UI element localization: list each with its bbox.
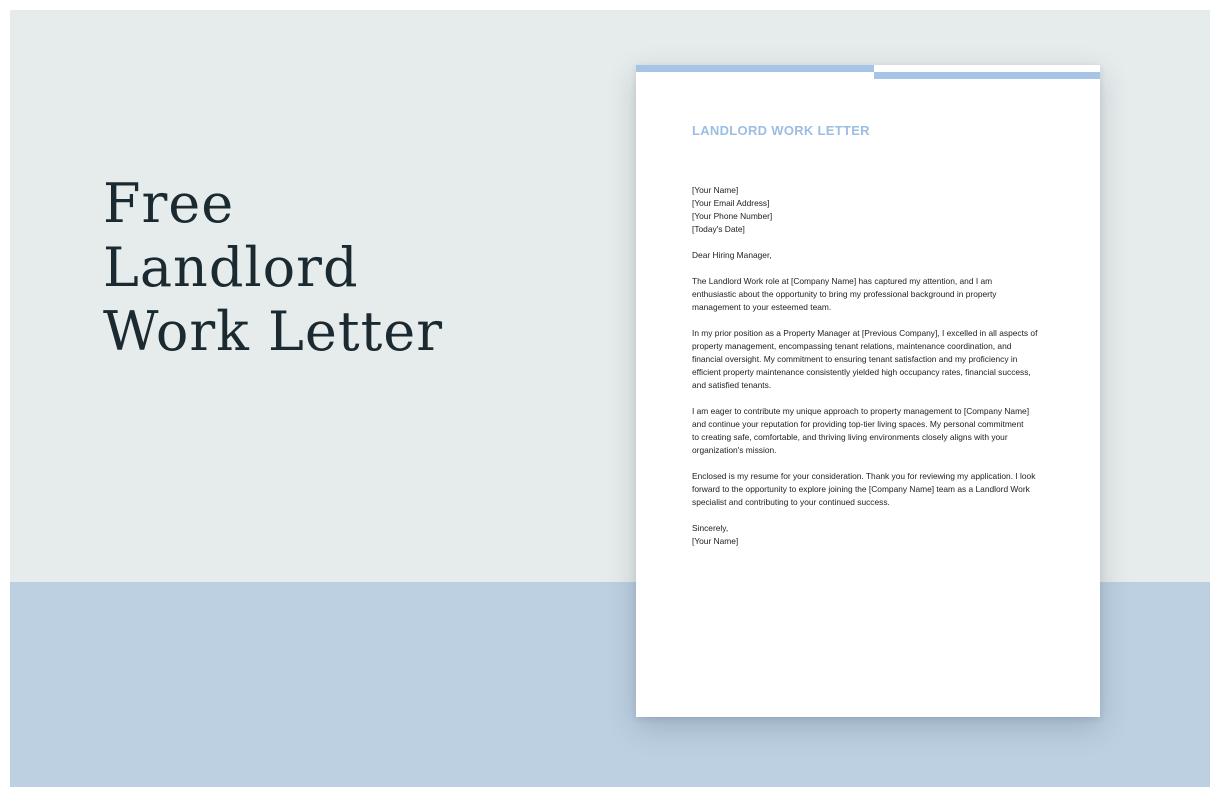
headline-line: Free <box>103 172 235 235</box>
paragraph-line: The Landlord Work role at [Company Name] has captured my attention, and I am <box>692 276 993 286</box>
sender-block <box>692 184 1052 236</box>
paragraph-line: I am eager to contribute my unique approach to property management to [Company Name] <box>692 406 1030 416</box>
sender-name: [Your Name] <box>692 185 739 195</box>
paragraph-line: and satisfied tenants. <box>692 380 772 390</box>
paragraph-line: management to your esteemed team. <box>692 302 832 312</box>
paragraph-line: specialist and contributing to your continued success. <box>692 497 890 507</box>
paragraph <box>692 470 1052 509</box>
document-title: LANDLORD WORK LETTER <box>692 123 870 138</box>
salutation <box>692 249 1052 262</box>
sender-phone: [Your Phone Number] <box>692 211 773 221</box>
paragraph <box>692 327 1052 392</box>
template-preview <box>10 10 1210 787</box>
paragraph-line: organization's mission. <box>692 445 777 455</box>
headline-line: Landlord <box>103 236 359 299</box>
sender-date: [Today's Date] <box>692 224 745 234</box>
headline <box>103 172 443 364</box>
paragraph <box>692 275 1052 314</box>
paragraph-line: enthusiastic about the opportunity to bring my professional background in property <box>692 289 997 299</box>
sender-email: [Your Email Address] <box>692 198 770 208</box>
accent-bar-right <box>874 72 1100 79</box>
paragraph-line: Enclosed is my resume for your consideration. Thank you for reviewing my application. I look <box>692 471 1036 481</box>
paragraph-line: forward to the opportunity to explore joining the [Company Name] team as a Landlord Work <box>692 484 1030 494</box>
closing-text: Sincerely, <box>692 523 729 533</box>
closing-block <box>692 522 1052 548</box>
accent-bar-left <box>636 65 874 72</box>
salutation-text: Dear Hiring Manager, <box>692 250 772 260</box>
paragraph-line: property management, encompassing tenant relations, maintenance coordination, and <box>692 341 1012 351</box>
headline-line: Work Letter <box>103 300 444 363</box>
paragraph-line: financial oversight. My commitment to ensuring tenant satisfaction and my proficiency in <box>692 354 1018 364</box>
signature-name: [Your Name] <box>692 536 739 546</box>
paragraph-line: In my prior position as a Property Manager at [Previous Company], I excelled in all aspects of <box>692 328 1038 338</box>
paragraph-line: efficient property maintenance consistently yielded high occupancy rates, financial success, <box>692 367 1031 377</box>
letter-document <box>636 65 1100 717</box>
paragraph-line: and continue your reputation for providing top-tier living spaces. My personal commitment <box>692 419 1024 429</box>
paragraph <box>692 405 1052 457</box>
document-body <box>692 184 1052 561</box>
paragraph-line: to creating safe, comfortable, and thriving living environments closely aligns with your <box>692 432 1008 442</box>
